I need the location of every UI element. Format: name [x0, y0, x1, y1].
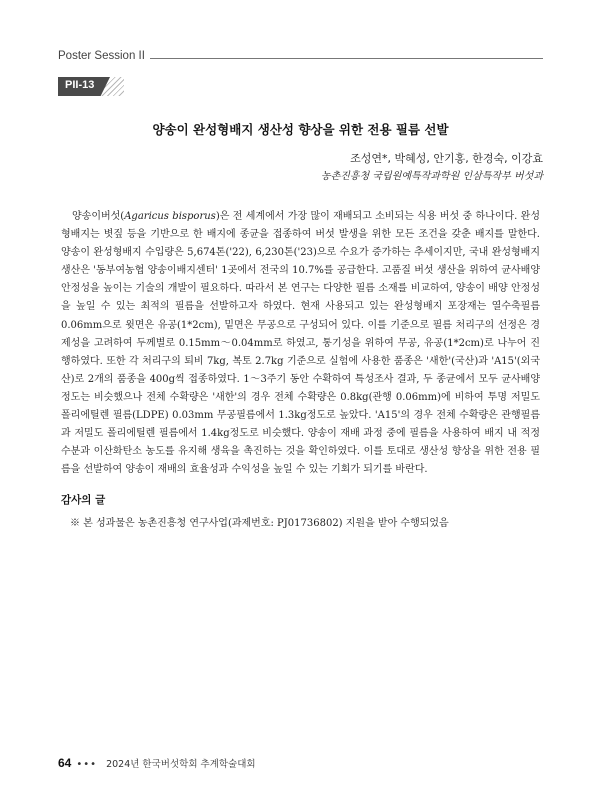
author-list: 조성연*, 박혜성, 안기홍, 한경숙, 이강효: [350, 152, 543, 165]
page-number: 64: [58, 756, 72, 770]
acknowledgment-heading: 감사의 글: [61, 494, 106, 506]
abstract-text-rest: )은 전 세계에서 가장 많이 재배되고 소비되는 식용 버섯 중 하나이다. 완성형배지는 볏짚 등을 기반으로 한 배지에 종균을 접종하여 버섯 발생을 위한 모든 조건을 갖춘 배지를 말한다. 양송이 완성형배지 수입량은 5,674톤('22), 6,230톤('23)으로 수요가 증가하는 추세이지만, 국내 완성형배지 생산은 '동부여농협 양송이배지센터' 1곳에서 전국의 10.7%를 공급한다. 고품질 버섯 생산을 위하여 균사배양 안정성을 높이는 기술의 개발이 필요하다. 따라서 본 연구는 다양한 필름 소재를 비교하여, 양송이 배양 안정성을 높일 수 있는 최적의 필름을 선발하고자 하였다. 현재 사용되고 있는 완성형배지 포장재는 열수축필름 0.06mm으로 윗면은 유공(1*2cm), 밑면은 무공으로 구성되어 있다. 이를 기준으로 필름 처리구의 선정은 경제성을 고려하여 두께별로 0.15mm～0.04mm로 하였고, 통기성을 위하여 무공, 유공(1*2cm)로 나누어 진행하였다. 또한 각 처리구의 퇴비 7kg, 복토 2.7kg 기준으로 실험에 사용한 품종은 '새한'(국산)과 'A15'(외국산)로 2개의 품종을 400g씩 접종하였다. 1～3주기 동안 수확하여 특성조사 결과, 두 종균에서 모두 균사배양 정도는 비슷했으나 전체 수확량은 '새한'의 경우 전체 수확량은 0.8kg(관행 0.06mm)에 비하여 투명 저밀도 폴리에틸렌 필름(LDPE) 0.03mm 무공필름에서 1.3kg정도로 높았다. 'A15'의 경우 전체 수확량은 관행필름과 저밀도 폴리에틸렌 필름에서 1.4kg정도로 비슷했다. 양송이 재배 과정 중에 필름을 사용하여 배지 내 적정 수분과 이산화탄소 농도를 유지해 생육을 촉진하는 것을 확인하였다. 이를 토대로 생산성 향상을 위한 전용 필름을 선발하여 양송이 재배의 효율성과 수익성을 높일 수 있는 기회가 되기를 바란다.: [61, 211, 541, 476]
header-rule: [150, 58, 543, 59]
abstract-paragraph: [61, 208, 540, 479]
species-name: Agaricus bisporus: [124, 211, 216, 222]
abstract-text-start: 양송이버섯(: [72, 211, 125, 222]
affiliation: 농촌진흥청 국립원예특작과학원 인삼특작부 버섯과: [320, 171, 543, 182]
poster-id: PII-13: [65, 79, 95, 91]
footer-dots: •••: [76, 759, 98, 770]
conference-name: 2024년 한국버섯학회 추계학술대회: [106, 759, 256, 770]
article-title: 양송이 완성형배지 생산성 향상을 위한 전용 필름 선발: [152, 122, 449, 137]
session-header: [58, 50, 543, 66]
poster-id-badge: [58, 77, 124, 96]
page-footer: [58, 752, 256, 771]
abstract-body: [61, 208, 540, 479]
session-label: Poster Session II: [58, 50, 145, 62]
acknowledgment-text: ※ 본 성과물은 농촌진흥청 연구사업(과제번호: PJ01736802) 지원을 받아 수행되었음: [70, 518, 449, 529]
